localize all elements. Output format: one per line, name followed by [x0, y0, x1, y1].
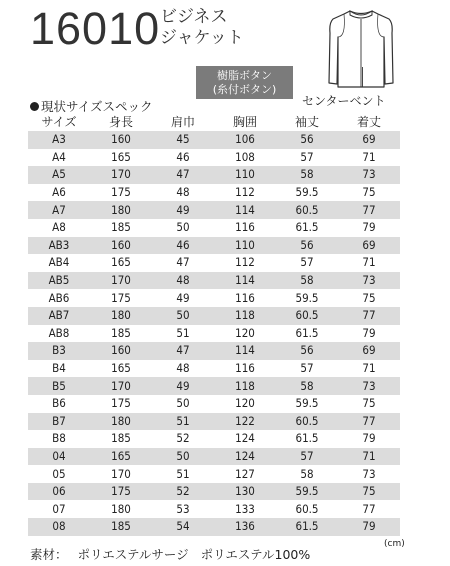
table-cell: 108 — [214, 149, 276, 167]
table-row — [28, 448, 400, 466]
table-cell: 71 — [338, 448, 400, 466]
table-cell: AB5 — [28, 272, 90, 290]
table-cell: AB8 — [28, 325, 90, 343]
table-cell: 116 — [214, 360, 276, 378]
table-cell: 58 — [276, 272, 338, 290]
unit-note: (cm) — [384, 539, 405, 549]
table-cell: 165 — [90, 360, 152, 378]
table-cell: 50 — [152, 448, 214, 466]
table-row — [28, 413, 400, 431]
table-cell: 48 — [152, 184, 214, 202]
table-cell: 75 — [338, 395, 400, 413]
table-row — [28, 131, 400, 149]
table-cell: 112 — [214, 184, 276, 202]
table-cell: 48 — [152, 272, 214, 290]
product-name-line2: ジャケット — [160, 28, 244, 48]
table-cell: 185 — [90, 219, 152, 237]
table-cell: 69 — [338, 342, 400, 360]
table-row — [28, 149, 400, 167]
table-cell: 60.5 — [276, 307, 338, 325]
table-cell: 77 — [338, 413, 400, 431]
table-cell: 165 — [90, 149, 152, 167]
table-cell: 120 — [214, 395, 276, 413]
table-cell: 118 — [214, 307, 276, 325]
table-cell: 52 — [152, 430, 214, 448]
table-cell: 61.5 — [276, 518, 338, 536]
table-row — [28, 166, 400, 184]
table-cell: 51 — [152, 325, 214, 343]
table-cell: 61.5 — [276, 325, 338, 343]
table-cell: A4 — [28, 149, 90, 167]
table-cell: 175 — [90, 184, 152, 202]
material-fabric: ポリエステルサージ — [77, 547, 189, 562]
table-cell: 52 — [152, 483, 214, 501]
table-cell: 61.5 — [276, 219, 338, 237]
table-cell: 71 — [338, 360, 400, 378]
table-cell: 75 — [338, 483, 400, 501]
table-cell: 58 — [276, 377, 338, 395]
table-row — [28, 184, 400, 202]
table-cell: 77 — [338, 307, 400, 325]
table-cell: AB4 — [28, 254, 90, 272]
table-cell: 79 — [338, 518, 400, 536]
product-code: 16010 — [30, 3, 161, 54]
table-cell: 60.5 — [276, 413, 338, 431]
table-cell: 185 — [90, 518, 152, 536]
button-type-line2: (糸付ボタン) — [212, 83, 277, 96]
table-cell: B7 — [28, 413, 90, 431]
table-cell: A8 — [28, 219, 90, 237]
table-cell: 08 — [28, 518, 90, 536]
table-cell: 185 — [90, 325, 152, 343]
table-cell: 175 — [90, 395, 152, 413]
jacket-back-center-vent-icon — [326, 7, 396, 89]
product-name — [160, 7, 280, 49]
size-spec-table — [28, 113, 400, 536]
table-row — [28, 219, 400, 237]
table-cell: 49 — [152, 289, 214, 307]
table-cell: 114 — [214, 201, 276, 219]
table-cell: 120 — [214, 325, 276, 343]
table-cell: 75 — [338, 184, 400, 202]
table-cell: B3 — [28, 342, 90, 360]
table-cell: 04 — [28, 448, 90, 466]
table-row — [28, 307, 400, 325]
column-header: 袖丈 — [294, 114, 319, 129]
table-cell: B6 — [28, 395, 90, 413]
table-cell: 59.5 — [276, 483, 338, 501]
table-cell: 73 — [338, 465, 400, 483]
table-cell: 59.5 — [276, 184, 338, 202]
table-cell: 53 — [152, 500, 214, 518]
table-cell: 50 — [152, 395, 214, 413]
column-header: 着丈 — [356, 114, 381, 129]
table-cell: 165 — [90, 254, 152, 272]
material-line — [30, 545, 310, 563]
table-cell: 47 — [152, 254, 214, 272]
table-cell: 57 — [276, 360, 338, 378]
table-cell: 48 — [152, 360, 214, 378]
table-cell: 54 — [152, 518, 214, 536]
bullet-icon — [30, 102, 39, 111]
table-cell: 136 — [214, 518, 276, 536]
table-cell: 73 — [338, 377, 400, 395]
table-cell: 124 — [214, 448, 276, 466]
table-cell: 69 — [338, 131, 400, 149]
column-header: サイズ — [41, 114, 77, 129]
table-cell: 45 — [152, 131, 214, 149]
table-cell: 110 — [214, 166, 276, 184]
table-cell: B8 — [28, 430, 90, 448]
table-cell: 114 — [214, 342, 276, 360]
table-cell: 170 — [90, 465, 152, 483]
section-heading-text: 現状サイズスペック — [41, 99, 153, 114]
table-cell: 170 — [90, 377, 152, 395]
material-composition: ポリエステル100% — [200, 547, 311, 562]
table-cell: 47 — [152, 166, 214, 184]
table-cell: 106 — [214, 131, 276, 149]
table-row — [28, 342, 400, 360]
table-row — [28, 518, 400, 536]
table-cell: 180 — [90, 413, 152, 431]
table-cell: 170 — [90, 272, 152, 290]
table-cell: 56 — [276, 237, 338, 255]
table-cell: 165 — [90, 448, 152, 466]
table-cell: 73 — [338, 272, 400, 290]
table-cell: 73 — [338, 166, 400, 184]
table-cell: 124 — [214, 430, 276, 448]
material-label: 素材： — [30, 547, 68, 562]
table-cell: 180 — [90, 307, 152, 325]
table-cell: B4 — [28, 360, 90, 378]
table-cell: 47 — [152, 342, 214, 360]
table-cell: 49 — [152, 201, 214, 219]
table-cell: 59.5 — [276, 289, 338, 307]
table-row — [28, 465, 400, 483]
table-cell: 46 — [152, 149, 214, 167]
table-cell: 56 — [276, 131, 338, 149]
table-cell: 114 — [214, 272, 276, 290]
table-cell: 122 — [214, 413, 276, 431]
table-cell: 60.5 — [276, 500, 338, 518]
table-cell: 112 — [214, 254, 276, 272]
table-cell: 06 — [28, 483, 90, 501]
table-cell: 79 — [338, 325, 400, 343]
table-cell: 180 — [90, 500, 152, 518]
table-cell: 51 — [152, 465, 214, 483]
table-cell: 07 — [28, 500, 90, 518]
table-row — [28, 430, 400, 448]
table-cell: 79 — [338, 219, 400, 237]
column-header: 身長 — [108, 114, 133, 129]
table-cell: 49 — [152, 377, 214, 395]
table-body — [28, 131, 400, 536]
table-cell: A5 — [28, 166, 90, 184]
table-cell: 60.5 — [276, 201, 338, 219]
button-type-badge — [196, 66, 293, 99]
table-cell: AB6 — [28, 289, 90, 307]
table-cell: 57 — [276, 149, 338, 167]
table-cell: 127 — [214, 465, 276, 483]
button-type-line1: 樹脂ボタン — [217, 69, 272, 82]
table-cell: 05 — [28, 465, 90, 483]
table-cell: 75 — [338, 289, 400, 307]
table-cell: 175 — [90, 289, 152, 307]
table-cell: 160 — [90, 131, 152, 149]
table-row — [28, 500, 400, 518]
table-cell: 175 — [90, 483, 152, 501]
table-cell: 56 — [276, 342, 338, 360]
table-cell: 77 — [338, 500, 400, 518]
table-row — [28, 325, 400, 343]
table-cell: 59.5 — [276, 395, 338, 413]
table-row — [28, 360, 400, 378]
product-name-line1: ビジネス — [160, 7, 228, 27]
table-cell: 185 — [90, 430, 152, 448]
table-cell: 79 — [338, 430, 400, 448]
table-row — [28, 254, 400, 272]
table-cell: 51 — [152, 413, 214, 431]
table-row — [28, 483, 400, 501]
table-cell: 160 — [90, 237, 152, 255]
table-cell: 116 — [214, 219, 276, 237]
table-cell: AB3 — [28, 237, 90, 255]
table-row — [28, 272, 400, 290]
table-cell: A7 — [28, 201, 90, 219]
table-row — [28, 237, 400, 255]
table-cell: 50 — [152, 219, 214, 237]
table-cell: 110 — [214, 237, 276, 255]
table-cell: 77 — [338, 201, 400, 219]
table-row — [28, 289, 400, 307]
table-row — [28, 201, 400, 219]
table-cell: 69 — [338, 237, 400, 255]
center-vent-label: センターベント — [302, 94, 386, 108]
table-cell: A6 — [28, 184, 90, 202]
table-cell: 58 — [276, 166, 338, 184]
table-cell: 130 — [214, 483, 276, 501]
table-cell: 71 — [338, 149, 400, 167]
table-cell: 170 — [90, 166, 152, 184]
column-header: 胸囲 — [232, 114, 257, 129]
table-cell: 133 — [214, 500, 276, 518]
table-cell: 61.5 — [276, 430, 338, 448]
table-header-row — [28, 113, 400, 131]
table-cell: 118 — [214, 377, 276, 395]
table-row — [28, 377, 400, 395]
table-cell: A3 — [28, 131, 90, 149]
table-cell: 50 — [152, 307, 214, 325]
table-row — [28, 395, 400, 413]
table-cell: 46 — [152, 237, 214, 255]
table-cell: 160 — [90, 342, 152, 360]
table-cell: 57 — [276, 448, 338, 466]
table-cell: 57 — [276, 254, 338, 272]
table-cell: 116 — [214, 289, 276, 307]
column-header: 肩巾 — [170, 114, 195, 129]
table-cell: 71 — [338, 254, 400, 272]
table-cell: AB7 — [28, 307, 90, 325]
table-cell: 180 — [90, 201, 152, 219]
table-cell: B5 — [28, 377, 90, 395]
table-cell: 58 — [276, 465, 338, 483]
